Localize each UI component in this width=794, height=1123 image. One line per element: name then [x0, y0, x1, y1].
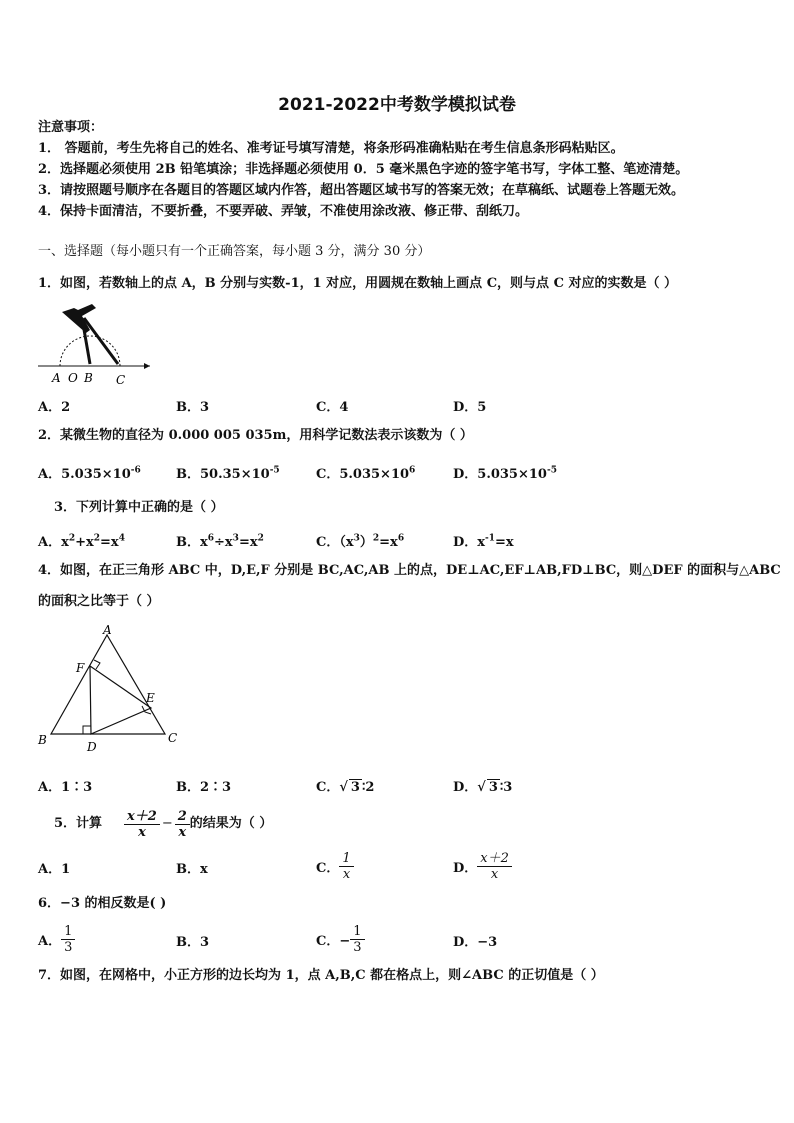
fraction: $\frac{1}{3}$ [61, 924, 75, 955]
number-line-arrow [144, 363, 150, 369]
option-a: A． $\frac{1}{3}$ [38, 921, 75, 957]
option-c: C．√ 3 ∶2 [316, 780, 375, 795]
option-a: A．1 [38, 862, 71, 877]
notice-heading: 注意事项： [38, 120, 104, 135]
option-d: D．5 [453, 400, 487, 415]
option-c: C． $\frac{1}{x}$ [316, 848, 354, 884]
option-b: B．2∶3 [176, 780, 232, 795]
option-a: A．1∶3 [38, 780, 93, 795]
option-b: B．x [176, 862, 208, 877]
notice-item: 3．请按照题号顺序在各题目的答题区域内作答，超出答题区域书写的答案无效；在草稿纸、试题卷上答题无效。 [38, 183, 685, 198]
fraction: $\frac{2}{x}$ [175, 809, 190, 840]
question-4-stem-cont: 的面积之比等于（ ） [38, 594, 160, 609]
section-heading: 一、选择题（每小题只有一个正确答案，每小题 3 分，满分 30 分） [38, 244, 431, 259]
option-a: A．2 [38, 400, 71, 415]
fig-label-D: D [87, 740, 97, 754]
option-b: B．3 [176, 935, 210, 950]
question-7-stem: 7．如图，在网格中，小正方形的边长均为 1，点 A,B,C 都在格点上，则∠ABC 的正切值是（ ） [38, 968, 604, 983]
fraction: $\frac{x+2}{x}$ [477, 851, 512, 882]
option-c: C．− $\frac{1}{3}$ [316, 921, 365, 957]
notice-item: 1． 答题前，考生先将自己的姓名、准考证号填写清楚，将条形码准确粘贴在考生信息条形码粘贴区。 [38, 141, 624, 156]
fig-label-A: A [52, 371, 61, 385]
question-4-figure [36, 624, 186, 754]
fraction: $\frac{1}{3}$ [350, 924, 364, 955]
option-d: D．$5.035\times 10^{-5}$ [453, 465, 557, 482]
right-angle-d [83, 726, 91, 734]
option-b: B．3 [176, 400, 210, 415]
question-5-stem: 5．计算 $\frac{x+2}{x}$ − $\frac{2}{x}$ 的结果为（ ） [54, 808, 273, 840]
fig-label-B: B [38, 733, 47, 747]
fraction: $\frac{x+2}{x}$ [124, 809, 160, 840]
fig-label-O: O [68, 371, 78, 385]
fig-label-C: C [168, 731, 178, 745]
option-d: D．√ 3 ∶3 [453, 780, 513, 795]
page-title: 2021-2022中考数学模拟试卷 [278, 95, 516, 115]
right-angle-f [94, 660, 100, 669]
fig-label-C: C [116, 373, 126, 387]
option-a: A．$5.035\times 10^{-6}$ [38, 465, 141, 482]
question-2-stem: 2．某微生物的直径为 0.000 005 035m，用科学记数法表示该数为（ ） [38, 428, 473, 443]
question-1-figure [38, 300, 158, 390]
option-d: D．−3 [453, 935, 498, 950]
fig-label-B: B [84, 371, 93, 385]
question-1-stem: 1．如图，若数轴上的点 A，B 分别与实数-1，1 对应，用圆规在数轴上画点 C，则与点 C 对应的实数是（ ） [38, 276, 677, 291]
fig-label-F: F [76, 661, 85, 675]
option-c: C．4 [316, 400, 349, 415]
option-d: D．$x^{-1}=x$ [453, 533, 514, 550]
question-4-stem: 4．如图，在正三角形 ABC 中，D,E,F 分别是 BC,AC,AB 上的点，DE⊥AC,EF⊥AB,FD⊥BC，则△DEF 的面积与△ABC [38, 563, 781, 578]
fig-label-A: A [103, 624, 112, 637]
option-c: C．$(x^3)^2=x^6$ [316, 533, 405, 550]
question-6-stem: 6．−3 的相反数是( ) [38, 896, 167, 911]
question-3-stem: 3．下列计算中正确的是（ ） [54, 500, 224, 515]
option-d: D． $\frac{x+2}{x}$ [453, 848, 512, 884]
triangle-def [90, 666, 151, 734]
fraction: $\frac{1}{x}$ [339, 851, 353, 882]
notice-item: 4．保持卡面清洁，不要折叠，不要弄破、弄皱，不准使用涂改液、修正带、刮纸刀。 [38, 204, 529, 219]
option-b: B．$50.35\times 10^{-5}$ [176, 465, 280, 482]
notice-item: 2．选择题必须使用 2B 铅笔填涂；非选择题必须使用 0．5 毫米黑色字迹的签字笔书写，字体工整、笔迹清楚。 [38, 162, 689, 177]
triangle-abc [51, 635, 165, 734]
option-c: C．$5.035\times 10^6$ [316, 465, 416, 482]
option-a: A．$x^2+x^2=x^4$ [38, 533, 125, 550]
fig-label-E: E [146, 691, 155, 705]
option-b: B．$x^6\div x^3=x^2$ [176, 533, 264, 550]
